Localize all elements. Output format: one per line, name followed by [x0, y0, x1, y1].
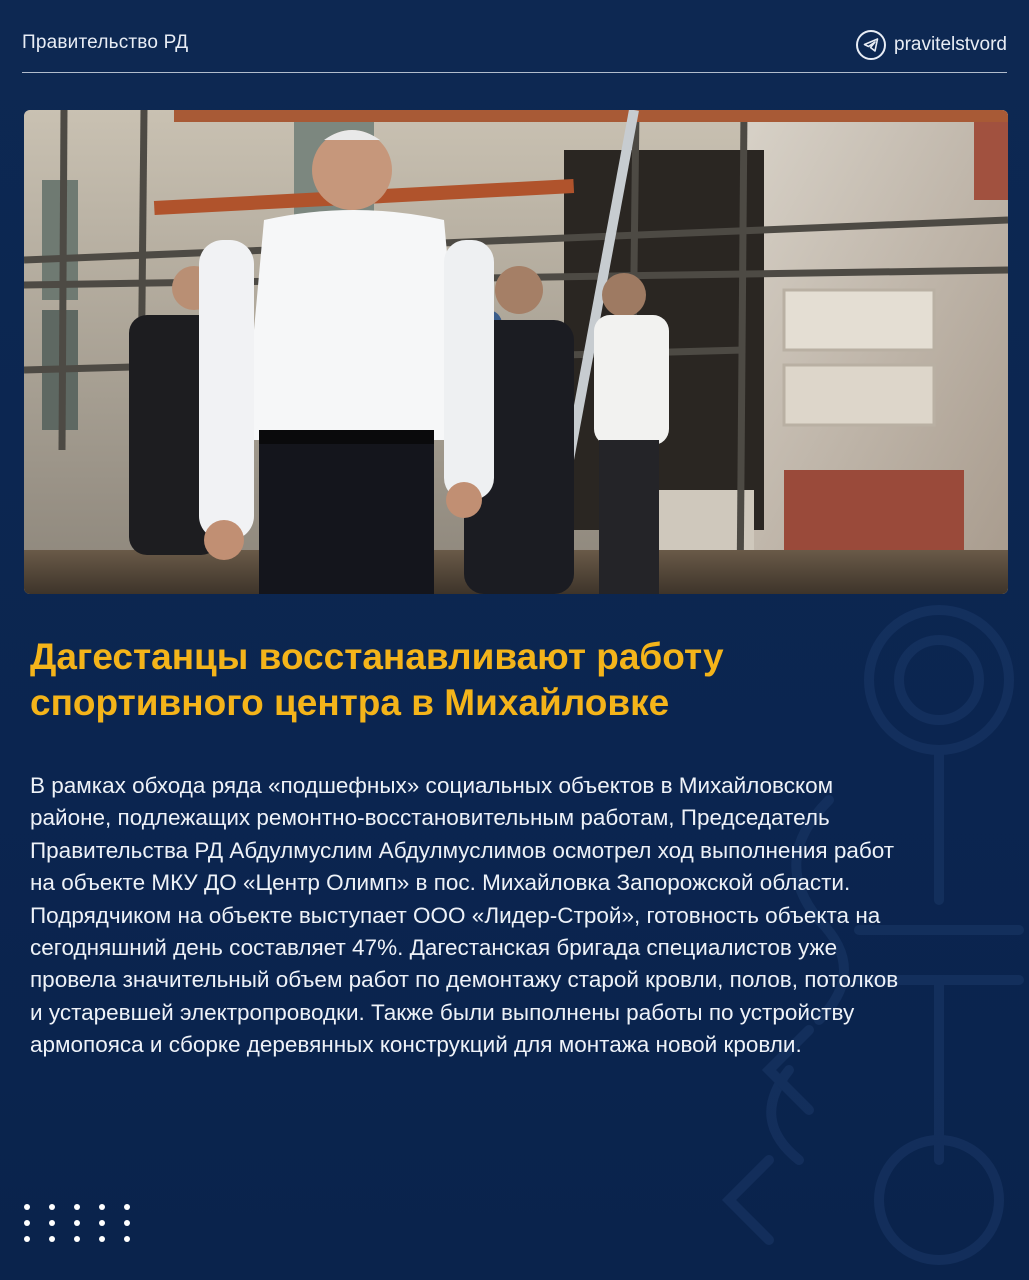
- body-line: на объекте МКУ ДО «Центр Олимп» в пос. Михайловка Запорожской области.: [30, 870, 851, 896]
- headline-line: спортивного центра в Михайловке: [30, 682, 670, 723]
- news-photo: [24, 110, 1008, 594]
- article-body: [30, 770, 1005, 1062]
- dot: [124, 1236, 130, 1242]
- body-line: Подрядчиком на объекте выступает ООО «Лидер-Строй», готовность объекта на: [30, 902, 881, 928]
- dot-grid-decoration: [24, 1204, 134, 1246]
- dot: [24, 1204, 30, 1210]
- dot: [49, 1236, 55, 1242]
- dot: [49, 1204, 55, 1210]
- dot: [99, 1220, 105, 1226]
- dot: [99, 1236, 105, 1242]
- dot: [24, 1220, 30, 1226]
- dot: [74, 1204, 80, 1210]
- article-headline: [30, 634, 930, 726]
- dot: [99, 1204, 105, 1210]
- dot: [49, 1220, 55, 1226]
- body-line: районе, подлежащих ремонтно-восстановительным работам, Председатель: [30, 805, 830, 831]
- brand-name: Правительство РД: [22, 32, 189, 53]
- body-line: провела значительный объем работ по демонтажу старой кровли, полов, потолков: [30, 967, 899, 993]
- body-line: Правительства РД Абдулмуслим Абдулмуслимов осмотрел ход выполнения работ: [30, 837, 895, 863]
- dot: [24, 1236, 30, 1242]
- headline-line: Дагестанцы восстанавливают работу: [30, 636, 724, 677]
- header: [22, 28, 1007, 62]
- dot: [124, 1204, 130, 1210]
- dot: [74, 1220, 80, 1226]
- body-line: сегодняшний день составляет 47%. Дагестанская бригада специалистов уже: [30, 935, 838, 961]
- header-divider: [22, 72, 1007, 73]
- dot: [74, 1236, 80, 1242]
- dot: [124, 1220, 130, 1226]
- body-line: В рамках обхода ряда «подшефных» социальных объектов в Михайловском: [30, 773, 834, 798]
- body-line: и устаревшей электропроводки. Также были выполнены работы по устройству: [30, 999, 855, 1025]
- telegram-icon: [856, 30, 886, 60]
- telegram-link[interactable]: [856, 28, 1007, 62]
- telegram-handle: pravitelstvord: [894, 34, 1007, 55]
- body-line: армопояса и сборке деревянных конструкций для монтажа новой кровли.: [30, 1032, 802, 1058]
